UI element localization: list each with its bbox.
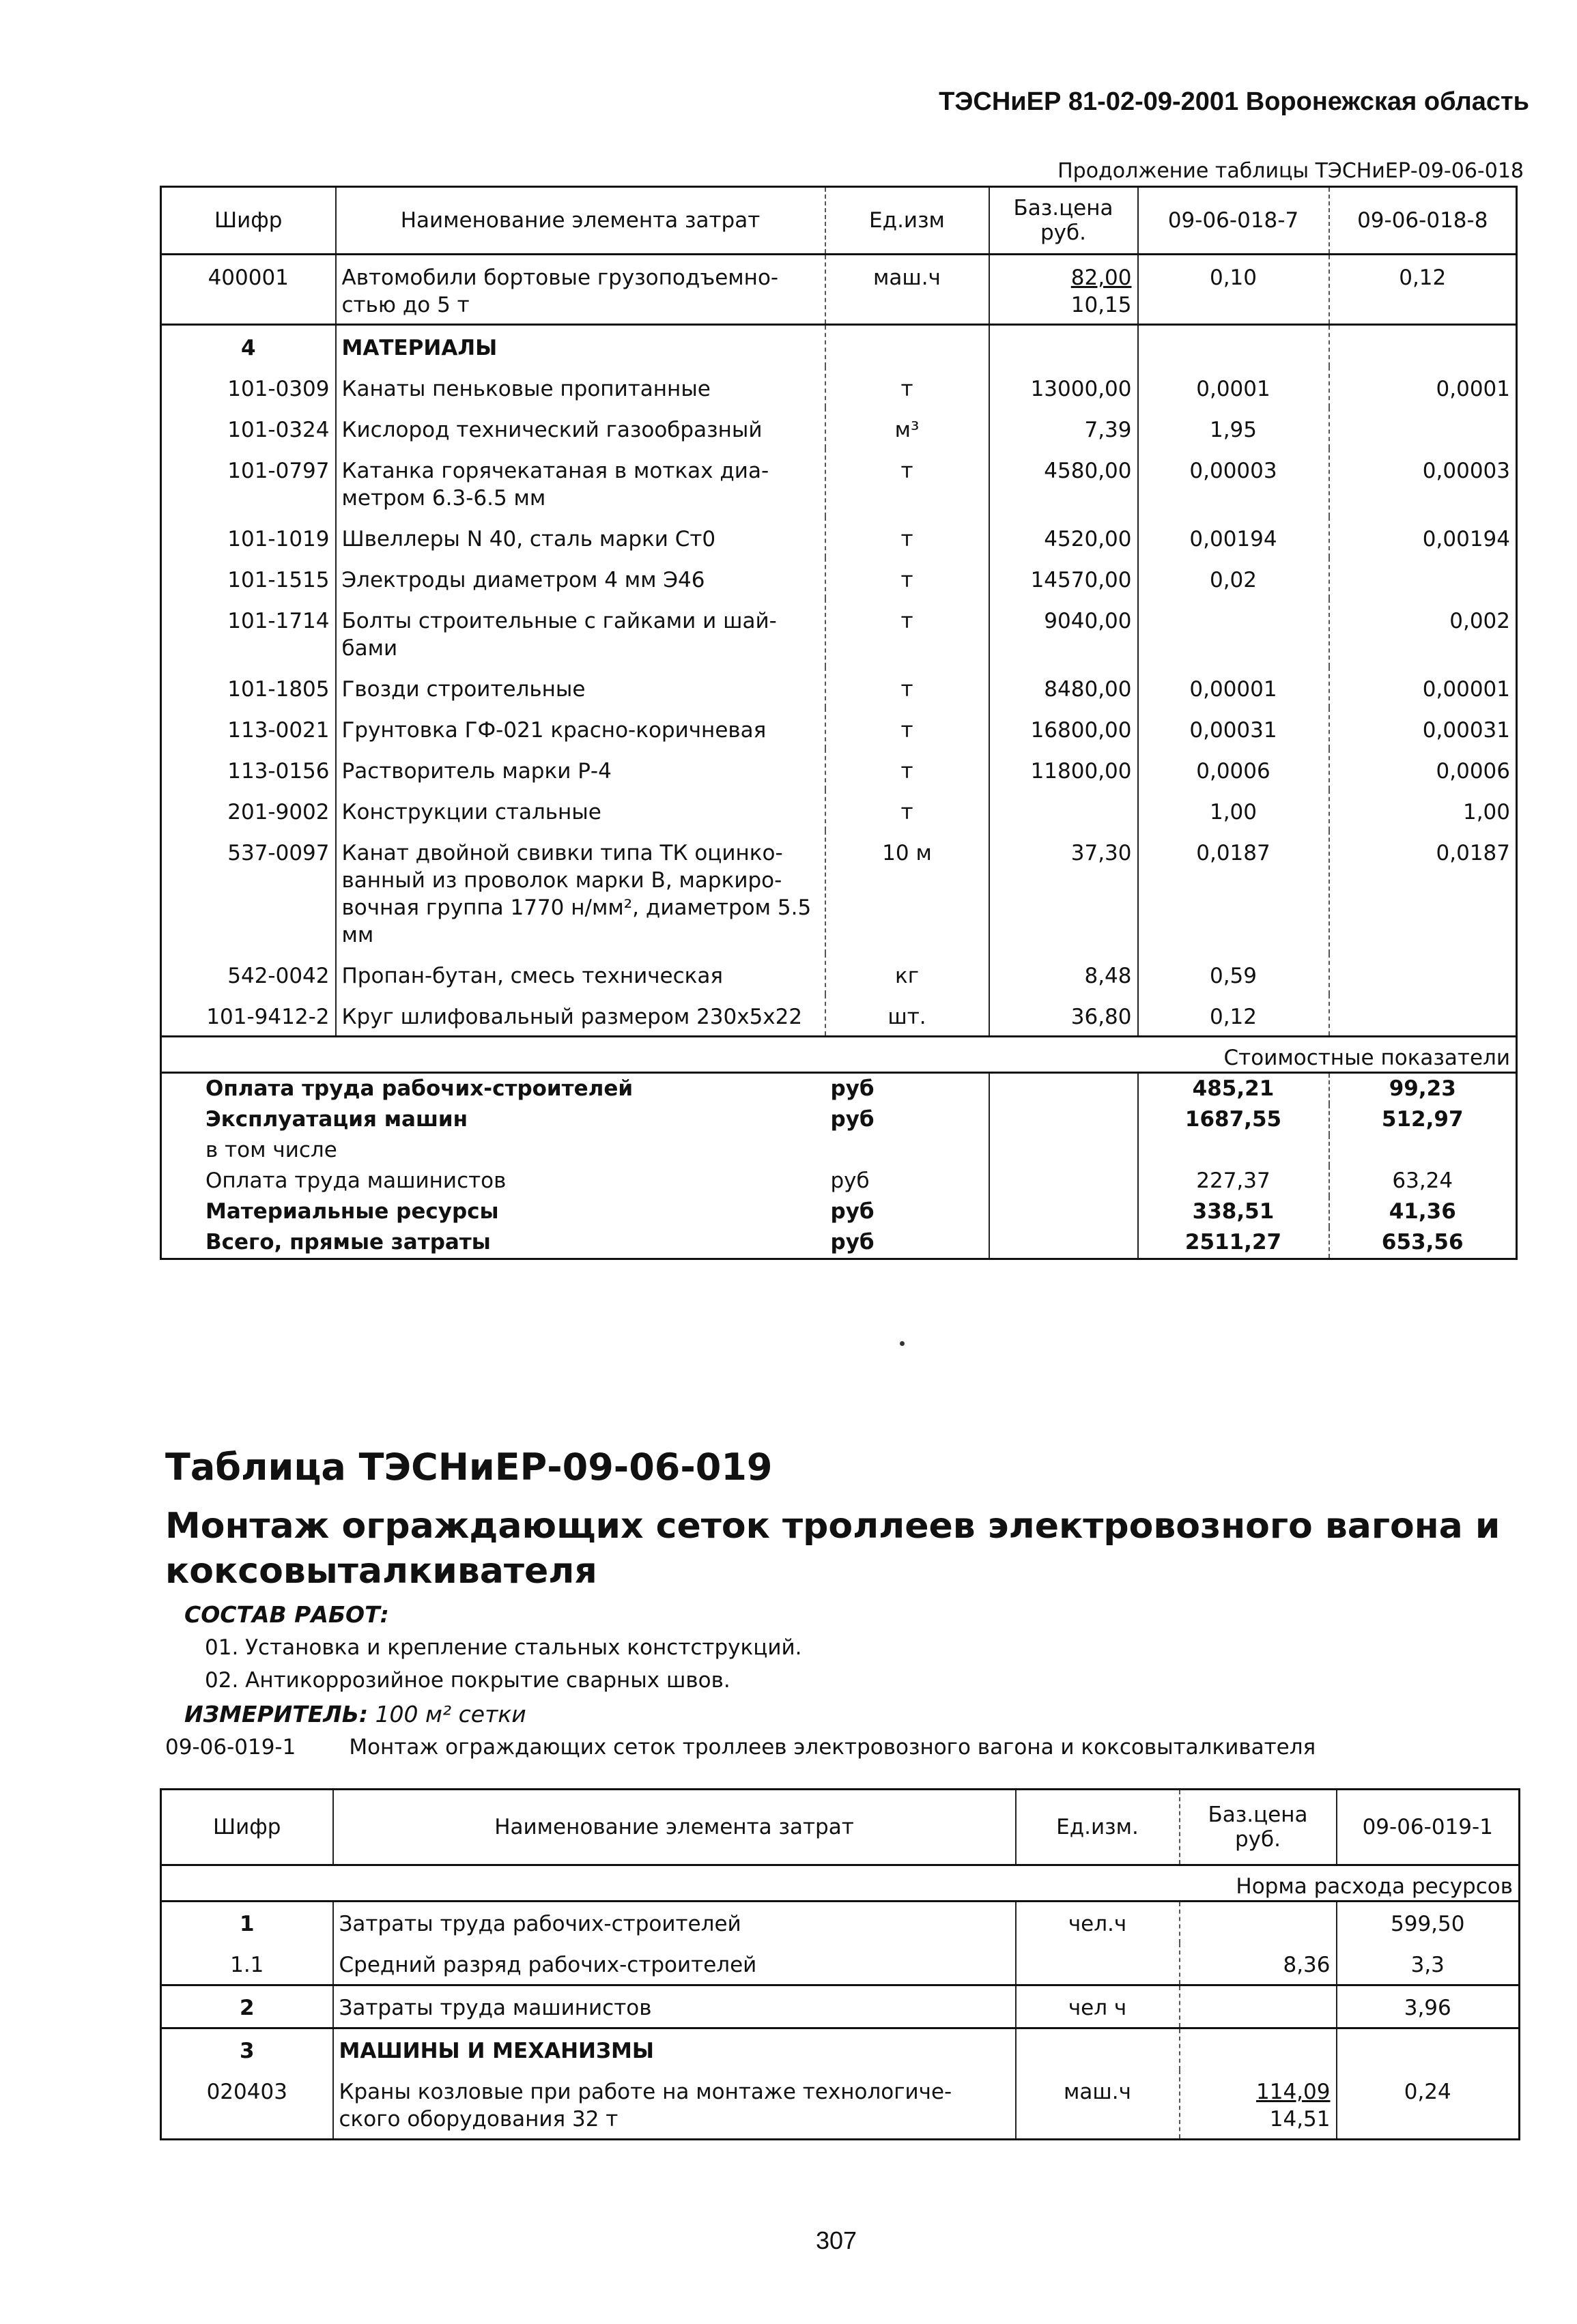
code-cell: 101-1515 (161, 558, 336, 599)
value-cell: 0,0187 (1138, 831, 1329, 953)
name-cell: Грунтовка ГФ-021 красно-коричневая (336, 708, 825, 749)
summary-row (161, 1166, 1517, 1196)
table-row (161, 558, 1517, 599)
resource-table-019 (160, 1788, 1520, 2140)
code-cell: 101-1805 (161, 667, 336, 708)
column-header: Шифр (161, 1790, 333, 1865)
code-cell: 201-9002 (161, 790, 336, 831)
unit-cell: маш.ч (825, 255, 989, 325)
price-cell: 37,30 (989, 831, 1138, 953)
value-cell: 3,3 (1410, 1953, 1445, 1977)
unit-cell: шт. (825, 994, 989, 1037)
unit-cell: т (825, 749, 989, 790)
value-cell: 0,00031 (1138, 708, 1329, 749)
unit-cell: руб (825, 1073, 989, 1105)
price-cell (989, 255, 1138, 325)
table-row (161, 790, 1517, 831)
price-cell: 8,48 (989, 953, 1138, 994)
value-cell: 0,12 (1138, 994, 1329, 1037)
table-row (161, 831, 1517, 953)
composition-label: СОСТАВ РАБОТ: (184, 1601, 389, 1628)
code-cell: 101-0797 (161, 448, 336, 517)
price-cell: 14570,00 (989, 558, 1138, 599)
unit-cell: 10 м (825, 831, 989, 953)
table-header-row (161, 1790, 1520, 1865)
value-cell: 485,21 (1138, 1073, 1329, 1105)
table-header-row (161, 187, 1517, 255)
value-cell (1337, 2028, 1520, 2071)
cost-header-row (161, 1037, 1517, 1073)
name-cell: Краны козловые при работе на монтаже технологиче-ского оборудования 32 т (333, 2070, 1016, 2140)
price-value: 82,00 (1070, 266, 1132, 290)
summary-label: в том числе (205, 1138, 337, 1162)
summary-row (161, 1227, 1517, 1259)
code-cell: 542-0042 (161, 953, 336, 994)
code-cell: 1.1 (161, 1943, 333, 1985)
price-cell: 8,36 (1180, 1943, 1337, 1985)
table-row (161, 953, 1517, 994)
name-cell: Круг шлифовальный размером 230x5x22 (336, 994, 825, 1037)
price-cell: 9040,00 (989, 599, 1138, 667)
code-cell: 101-9412-2 (161, 994, 336, 1037)
summary-label: Материальные ресурсы (205, 1199, 499, 1224)
unit-cell: т (825, 599, 989, 667)
table-continuation-note: Продолжение таблицы ТЭСНиЕР-09-06-018 (1057, 159, 1524, 183)
table-row (161, 1943, 1520, 1985)
name-cell: Гвозди строительные (336, 667, 825, 708)
unit-cell: т (825, 708, 989, 749)
empty-cell (989, 1227, 1138, 1259)
price-cell: 7,39 (989, 407, 1138, 448)
summary-label: Оплата труда рабочих-строителей (205, 1076, 634, 1101)
summary-row (161, 1135, 1517, 1166)
name-cell: Затраты труда рабочих-строителей (333, 1902, 1016, 1944)
name-cell: Конструкции стальные (336, 790, 825, 831)
table-subtitle: Монтаж ограждающих сеток троллеев электровозного вагона и коксовыталкивателя (165, 1506, 1501, 1592)
code-cell: 2 (161, 1985, 333, 2028)
table-row (161, 599, 1517, 667)
resource-table-018 (160, 186, 1518, 1260)
column-header: 09-06-018-7 (1138, 187, 1329, 255)
value-cell: 1,00 (1138, 790, 1329, 831)
table-row (161, 994, 1517, 1037)
value-cell: 0,00194 (1422, 527, 1510, 551)
materials-body (161, 367, 1517, 1037)
name-cell: Автомобили бортовые грузоподъемно-стью до 5 т (336, 255, 825, 325)
column-header: Ед.изм (825, 187, 989, 255)
value-cell: 338,51 (1138, 1196, 1329, 1227)
code-cell: 020403 (161, 2070, 333, 2140)
price-cell (1180, 2070, 1337, 2140)
value-cell: 2511,27 (1138, 1227, 1329, 1259)
unit-cell: чел ч (1016, 1985, 1180, 2028)
unit-cell: т (825, 667, 989, 708)
table-row (161, 517, 1517, 558)
value-cell: 3,96 (1337, 1985, 1520, 2028)
price-cell: 16800,00 (989, 708, 1138, 749)
value-cell: 0,00001 (1138, 667, 1329, 708)
value-cell: 0,02 (1138, 558, 1329, 599)
value-cell: 0,24 (1404, 2080, 1451, 2104)
empty-cell (989, 1135, 1138, 1166)
name-cell: Швеллеры N 40, сталь марки Ст0 (336, 517, 825, 558)
value-cell: 599,50 (1337, 1902, 1520, 1944)
value-cell: 0,0187 (1436, 841, 1510, 865)
unit-cell: т (825, 367, 989, 407)
name-cell: Пропан-бутан, смесь техническая (336, 953, 825, 994)
empty-cell (989, 1196, 1138, 1227)
table-row (161, 367, 1517, 407)
value-cell: 0,00031 (1422, 718, 1510, 743)
table-row (161, 1902, 1520, 1944)
code-cell: 113-0156 (161, 749, 336, 790)
code-cell: 3 (161, 2028, 333, 2071)
norm-header-row (161, 1865, 1520, 1902)
value-cell: 0,12 (1399, 266, 1447, 290)
unit-cell: маш.ч (1016, 2070, 1180, 2140)
name-cell: Катанка горячекатаная в мотках диа-метром 6.3-6.5 мм (336, 448, 825, 517)
item-code: 09-06-019-1 (165, 1735, 296, 1760)
unit-cell: руб (825, 1196, 989, 1227)
unit-cell: руб (825, 1104, 989, 1135)
name-cell: Болты строительные с гайками и шай-бами (336, 599, 825, 667)
table-row (161, 448, 1517, 517)
price-cell (1180, 1985, 1337, 2028)
table2-body (161, 1902, 1520, 2140)
value-cell: 0,10 (1138, 255, 1329, 325)
measure-line (184, 1701, 526, 1727)
page-number: 307 (816, 2226, 857, 2254)
summary-body (161, 1073, 1517, 1259)
price-value: 114,09 (1256, 2080, 1331, 2104)
document-header: ТЭСНиЕР 81-02-09-2001 Воронежская область (939, 87, 1529, 116)
scan-dot (900, 1341, 905, 1346)
value-cell (1329, 953, 1517, 994)
summary-row (161, 1196, 1517, 1227)
value-cell: 512,97 (1381, 1107, 1464, 1132)
summary-label: Эксплуатация машин (205, 1107, 468, 1132)
column-header: 09-06-018-8 (1329, 187, 1517, 255)
price-cell: 36,80 (989, 994, 1138, 1037)
price-cell: 13000,00 (989, 367, 1138, 407)
unit-cell: т (825, 448, 989, 517)
summary-row (161, 1104, 1517, 1135)
table-row (161, 407, 1517, 448)
value-cell (1138, 1135, 1329, 1166)
name-cell: Канаты пеньковые пропитанные (336, 367, 825, 407)
name-cell: Затраты труда машинистов (333, 1985, 1016, 2028)
code-cell: 113-0021 (161, 708, 336, 749)
measure-label: ИЗМЕРИТЕЛЬ: (184, 1701, 369, 1727)
summary-row (161, 1073, 1517, 1105)
value-cell: 0,59 (1138, 953, 1329, 994)
unit-cell: т (825, 790, 989, 831)
summary-label: Оплата труда машинистов (205, 1168, 507, 1193)
code-cell: 101-0324 (161, 407, 336, 448)
value-cell: 0,00003 (1422, 459, 1510, 483)
price-cell: 11800,00 (989, 749, 1138, 790)
work-item: 02. Антикоррозийное покрытие сварных швов. (205, 1668, 730, 1693)
name-cell: МАШИНЫ И МЕХАНИЗМЫ (333, 2028, 1016, 2071)
price-cell: 8480,00 (989, 667, 1138, 708)
column-header: Шифр (161, 187, 336, 255)
unit-cell: руб (825, 1166, 989, 1196)
table-row (161, 749, 1517, 790)
empty-cell (989, 1073, 1138, 1105)
column-header: Ед.изм. (1016, 1790, 1180, 1865)
value-cell: 0,0001 (1138, 367, 1329, 407)
price-secondary: 14,51 (1269, 2107, 1331, 2132)
name-cell: Кислород технический газообразный (336, 407, 825, 448)
value-cell: 41,36 (1389, 1199, 1456, 1224)
unit-cell (1016, 2028, 1180, 2071)
unit-cell: чел.ч (1016, 1902, 1180, 1944)
price-cell (1180, 1902, 1337, 1944)
name-cell: Канат двойной свивки типа ТК оцинко-ванный из проволок марки В, маркиро-вочная группа 1770 н/мм², диаметром 5.5 мм (336, 831, 825, 953)
value-cell: 99,23 (1389, 1076, 1456, 1101)
code-cell: 101-0309 (161, 367, 336, 407)
table-row (161, 708, 1517, 749)
unit-cell (825, 1135, 989, 1166)
table-row (161, 1985, 1520, 2028)
code-cell: 537-0097 (161, 831, 336, 953)
name-cell: Средний разряд рабочих-строителей (333, 1943, 1016, 1985)
value-cell (1329, 1135, 1517, 1166)
value-cell: 1,95 (1138, 407, 1329, 448)
column-header: Баз.цена руб. (1180, 1790, 1337, 1865)
unit-cell: руб (825, 1227, 989, 1259)
table-row (161, 2028, 1520, 2071)
value-cell: 63,24 (1392, 1168, 1453, 1193)
column-header: 09-06-019-1 (1337, 1790, 1520, 1865)
price-cell (1180, 2028, 1337, 2071)
value-cell: 0,00001 (1422, 677, 1510, 702)
section-row (161, 325, 1517, 367)
measure-value: 100 м² сетки (375, 1701, 526, 1727)
norm-header: Норма расхода ресурсов (1236, 1874, 1513, 1899)
value-cell: 0,0006 (1138, 749, 1329, 790)
table-row (161, 667, 1517, 708)
unit-cell: т (825, 558, 989, 599)
value-cell: 0,00003 (1138, 448, 1329, 517)
code-cell: 101-1019 (161, 517, 336, 558)
table-title: Таблица ТЭСНиЕР-09-06-019 (165, 1446, 773, 1489)
price-cell: 4520,00 (989, 517, 1138, 558)
value-cell (1329, 407, 1517, 448)
work-item: 01. Установка и крепление стальных констструкций. (205, 1635, 802, 1660)
value-cell: 1687,55 (1138, 1104, 1329, 1135)
price-cell: 4580,00 (989, 448, 1138, 517)
empty-cell (989, 1104, 1138, 1135)
value-cell: 0,0001 (1436, 377, 1510, 401)
unit-cell: м³ (825, 407, 989, 448)
code-cell: 1 (161, 1902, 333, 1944)
cost-header: Стоимостные показатели (161, 1037, 1517, 1073)
value-cell: 1,00 (1462, 800, 1510, 824)
value-cell: 0,0006 (1436, 759, 1510, 784)
value-cell (1329, 558, 1517, 599)
name-cell: Растворитель марки Р-4 (336, 749, 825, 790)
empty-cell (989, 1166, 1138, 1196)
value-cell (1329, 994, 1517, 1037)
table-row (161, 255, 1517, 325)
item-line (165, 1735, 1316, 1760)
code-cell: 400001 (161, 255, 336, 325)
section-title: МАТЕРИАЛЫ (336, 325, 825, 367)
summary-label: Всего, прямые затраты (161, 1227, 825, 1259)
unit-cell: кг (825, 953, 989, 994)
unit-cell: т (825, 517, 989, 558)
code-cell: 101-1714 (161, 599, 336, 667)
item-name: Монтаж ограждающих сеток троллеев электровозного вагона и коксовыталкивателя (349, 1735, 1316, 1760)
value-cell: 653,56 (1329, 1227, 1517, 1259)
price-cell (989, 790, 1138, 831)
column-header: Баз.цена руб. (989, 187, 1138, 255)
value-cell: 0,00194 (1138, 517, 1329, 558)
value-cell: 0,002 (1449, 609, 1510, 633)
column-header: Наименование элемента затрат (336, 187, 825, 255)
value-cell (1138, 599, 1329, 667)
name-cell: Электроды диаметром 4 мм Э46 (336, 558, 825, 599)
section-number: 4 (161, 325, 336, 367)
value-cell: 227,37 (1138, 1166, 1329, 1196)
price-secondary: 10,15 (1070, 293, 1132, 317)
column-header: Наименование элемента затрат (333, 1790, 1016, 1865)
unit-cell (1016, 1943, 1180, 1985)
table-row (161, 2070, 1520, 2140)
